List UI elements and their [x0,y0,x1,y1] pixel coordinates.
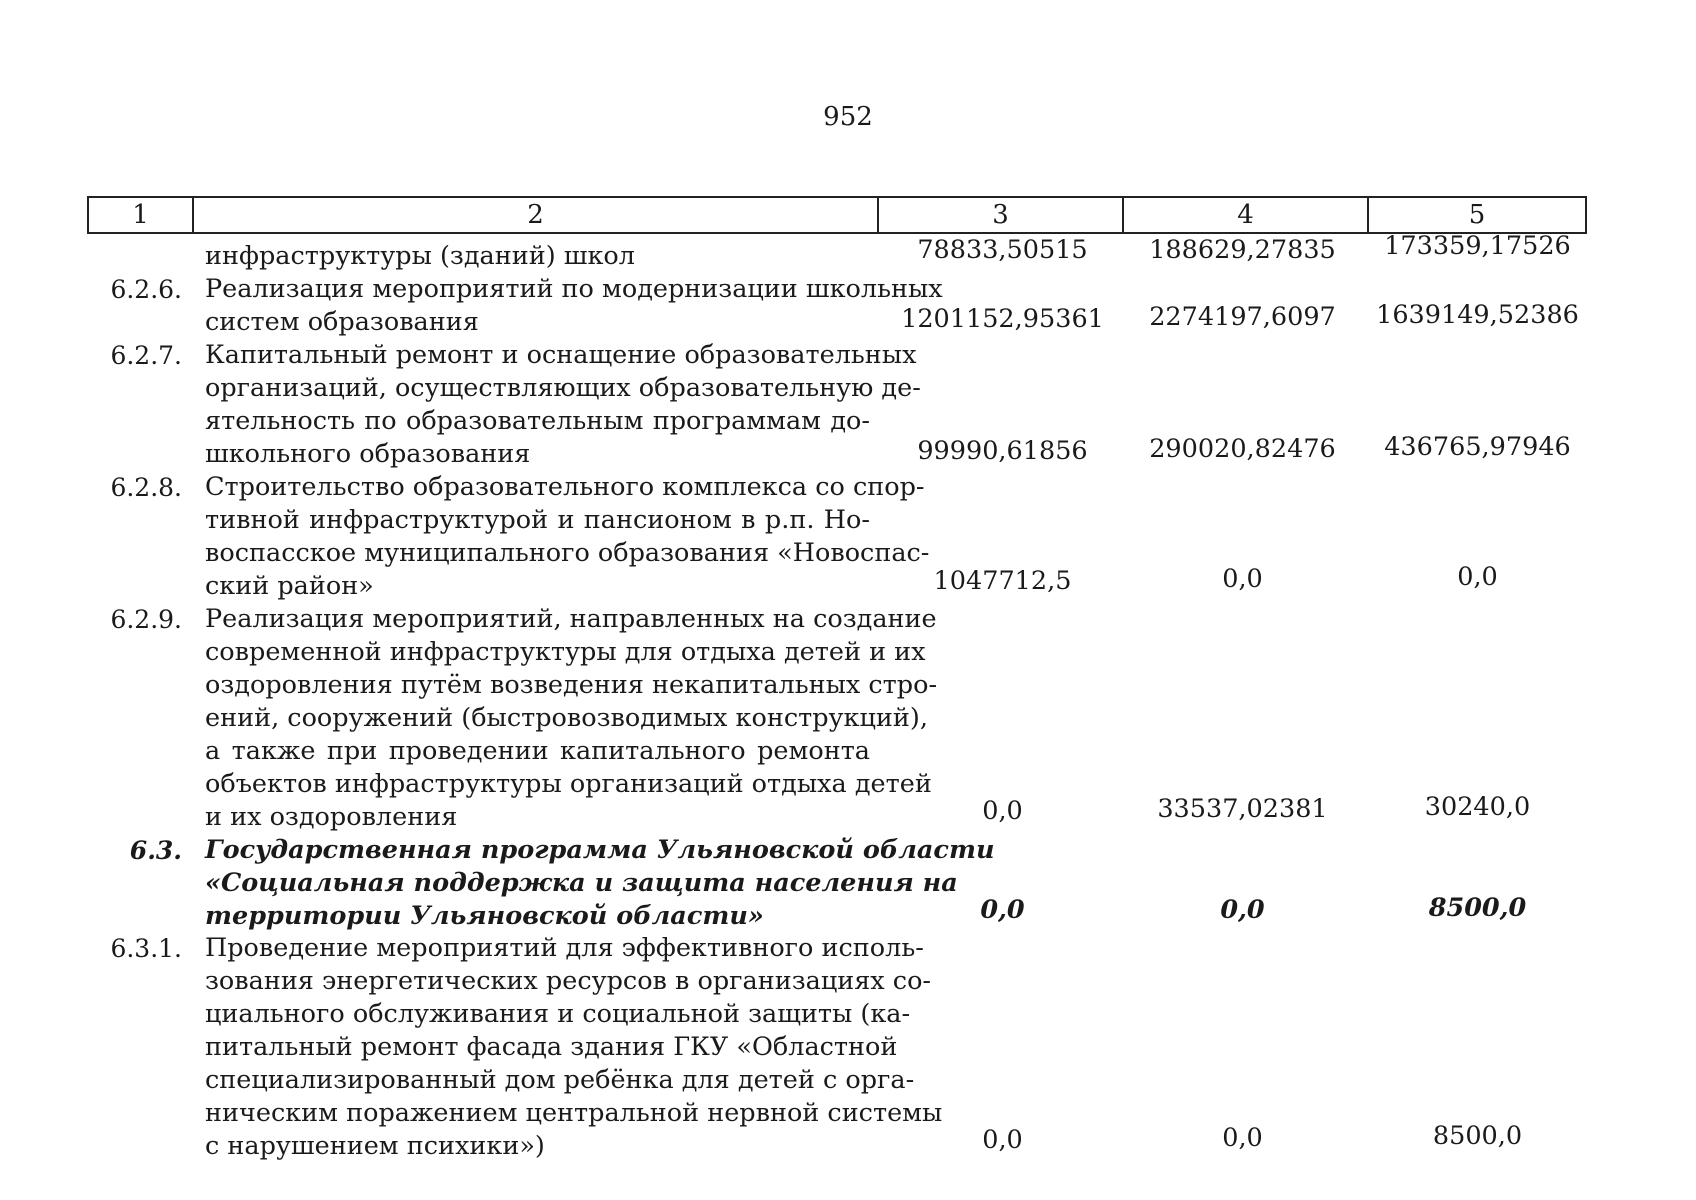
row-line: с нарушением психики») [205,1131,545,1161]
row-value-col3: 0,0 [982,1125,1023,1155]
row-line: специализированный дом ребёнка для детей с орга- [205,1065,915,1095]
header-col-2: 2 [192,198,877,232]
row-line: ятельность по образовательным программам до- [205,406,870,436]
row-line: школьного образования [205,439,531,469]
row-line: ническим поражением центральной нервной системы [205,1098,943,1128]
row-value-col4: 0,0 [1222,564,1263,594]
row-number: 6.2.6. [110,275,182,304]
row-value-col4: 2274197,6097 [1149,302,1336,332]
row-value-col3: 0,0 [980,895,1025,925]
row-value-col5: 0,0 [1457,562,1498,592]
row-number: 6.2.9. [110,605,182,634]
row-line: организаций, осуществляющих образовательную де- [205,373,921,403]
row-description [205,273,943,339]
row-value-col3: 0,0 [982,796,1023,826]
row-line: объектов инфраструктуры организаций отдыха детей [205,769,932,799]
row-line: «Социальная поддержка и защита населения на [205,868,958,898]
row-line: ский район» [205,571,374,601]
row-line: Проведение мероприятий для эффективного исполь- [205,933,924,963]
row-line: а также при проведении капитального ремонта [205,736,870,766]
row-line: систем образования [205,307,479,337]
row-line: воспасское муниципального образования «Новоспас- [205,538,930,568]
row-line: Реализация мероприятий, направленных на создание [205,604,937,634]
page-number: 952 [823,102,873,132]
row-number: 6.2.8. [110,473,182,502]
row-value-col5: 1639149,52386 [1376,300,1579,330]
row-line: территории Ульяновской области» [205,901,764,931]
row-value-col3: 99990,61856 [917,436,1088,466]
row-line: Реализация мероприятий по модернизации школьных [205,274,943,304]
row-line: Строительство образовательного комплекса со спор- [205,472,925,502]
row-line: Капитальный ремонт и оснащение образовательных [205,340,917,370]
row-number: 6.3.1. [110,934,182,963]
row-description [205,834,995,933]
row-value-col3: 78833,50515 [917,235,1088,265]
row-line: ений, сооружений (быстровозводимых конструкций), [205,703,928,733]
row-value-col5: 436765,97946 [1384,432,1571,462]
row-value-col4: 0,0 [1220,895,1265,925]
row-description [205,603,938,834]
header-col-3: 3 [877,198,1122,232]
row-line: Государственная программа Ульяновской области [205,835,995,865]
row-line: и их оздоровления [205,802,458,832]
row-value-col5: 8500,0 [1432,1121,1523,1151]
row-value-col5: 173359,17526 [1384,231,1571,261]
row-number: 6.3. [129,836,182,865]
row-value-col4: 188629,27835 [1149,235,1336,265]
row-value-col3: 1201152,95361 [901,304,1104,334]
row-line: инфраструктуры (зданий) школ [205,241,635,271]
header-col-5: 5 [1367,198,1585,232]
row-line: современной инфраструктуры для отдыха детей и их [205,637,926,667]
row-value-col3: 1047712,5 [933,566,1072,596]
header-col-1: 1 [132,200,149,230]
row-value-col4: 290020,82476 [1149,434,1336,464]
row-value-col5: 30240,0 [1424,792,1531,822]
row-description [205,339,921,471]
row-value-col4: 0,0 [1222,1123,1263,1153]
row-value-col4: 33537,02381 [1157,794,1328,824]
row-description [205,932,943,1163]
row-value-col5: 8500,0 [1428,893,1527,923]
row-line: зования энергетических ресурсов в организациях со- [205,966,932,996]
row-line: циального обслуживания и социальной защиты (ка- [205,999,911,1029]
row-description [205,240,870,273]
row-line: оздоровления путём возведения некапитальных стро- [205,670,938,700]
row-line: тивной инфраструктурой и пансионом в р.п. Но- [205,505,870,535]
row-description [205,471,930,603]
header-col-4: 4 [1122,198,1367,232]
row-number: 6.2.7. [110,341,182,370]
row-line: питальный ремонт фасада здания ГКУ «Областной [205,1032,898,1062]
